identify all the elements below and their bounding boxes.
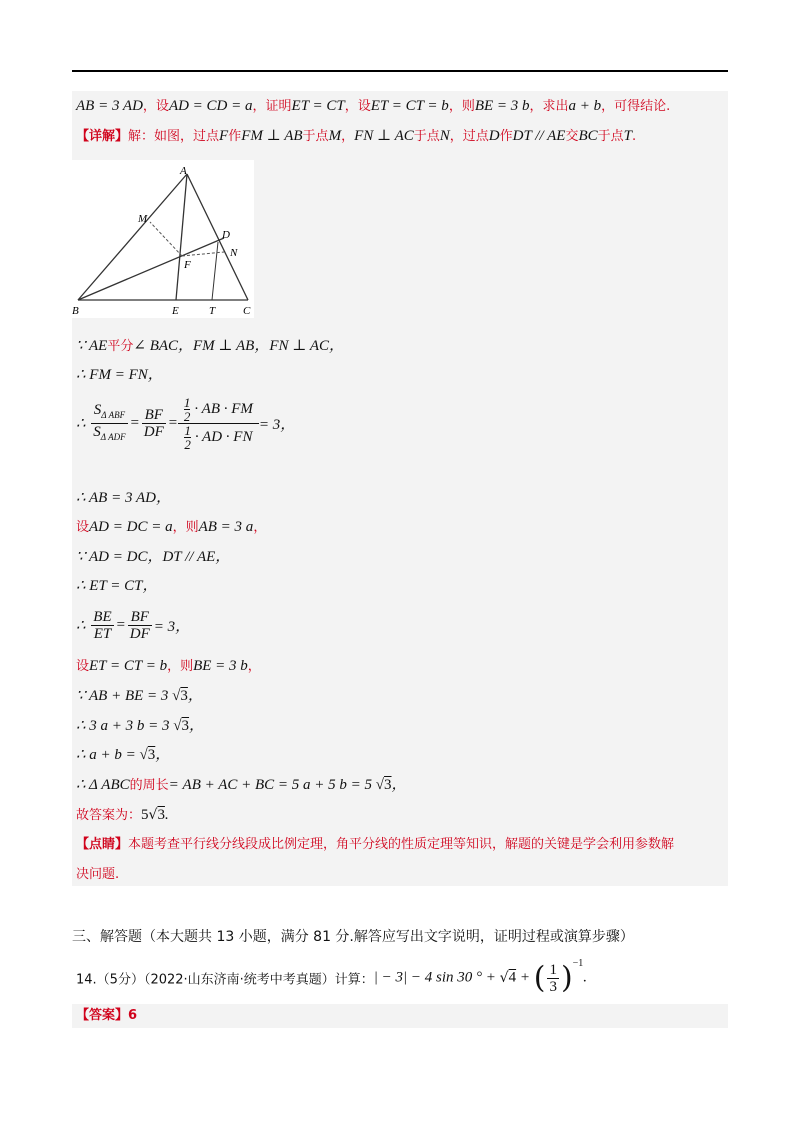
question-14: 14.（5分）（2022·山东济南·统考中考真题）计算：| − 3| − 4 sin 30 ° + √4 + ( $\frac{1}{3}$ )$^{-1}$. xyxy=(76,958,588,996)
math: 3 xyxy=(549,978,557,995)
math: = AB + AC + BC = 5 a + 5 b = 5 xyxy=(168,777,376,793)
text: . xyxy=(632,129,637,144)
text: ， xyxy=(247,659,261,674)
text: 故答案为： xyxy=(76,808,142,823)
text: ，则 xyxy=(172,520,199,535)
text: ，设 xyxy=(142,99,169,114)
math: 2 xyxy=(183,409,191,424)
bf-df-ratio xyxy=(142,407,166,440)
label-d: D xyxy=(222,229,230,241)
math: AB = 3 a xyxy=(198,519,254,535)
step-10: ∵ AB + BE = 3 √3， xyxy=(76,688,203,704)
text: ，求出 xyxy=(529,99,569,114)
math: N xyxy=(439,128,450,144)
step-3: ∴ $\frac{S_{\Delta ABF}}{S_{\Delta ADF}}$ = $\frac{BF}{DF}$ = $\frac{1}{2}$ · AB · FM $\frac{1}{2}$ · AD · FN = 3， xyxy=(76,395,296,452)
text: 的周长 xyxy=(129,778,169,793)
text: ，证明 xyxy=(252,99,292,114)
step-8: ∴ $\frac{BE}{ET}$ = $\frac{BF}{DF}$ = 3， xyxy=(76,609,191,642)
math: DF xyxy=(129,626,150,642)
math: | − 3| − 4 sin 30 ° + xyxy=(373,969,500,986)
math: BC xyxy=(578,128,598,144)
be-et-ratio xyxy=(91,609,113,642)
math: BE xyxy=(93,609,112,625)
step-13: ∴ Δ ABC的周长= AB + AC + BC = 5 a + 5 b = 5 √3， xyxy=(76,777,407,793)
answer-tag: 【答案】 xyxy=(76,1008,129,1023)
math: AD = DC = a xyxy=(89,519,173,535)
answer-line xyxy=(76,1007,137,1025)
math: 5 xyxy=(141,807,149,823)
label-a: A xyxy=(180,165,187,177)
text: 平分 xyxy=(107,339,134,354)
math: 3 xyxy=(181,718,190,734)
math: FN ⊥ AC xyxy=(354,128,414,144)
text: 本题考查平行线分线段成比例定理，角平分线的性质定理等知识，解题的关键是学会利用参数解 xyxy=(128,837,675,852)
answer-box xyxy=(72,1004,728,1028)
detail-line xyxy=(76,127,636,146)
area-ratio xyxy=(91,402,127,445)
math: ， xyxy=(187,688,203,704)
step-5 xyxy=(76,518,266,537)
math: BE = 3 b xyxy=(193,658,248,674)
text: 于点 xyxy=(413,129,440,144)
math: · AB · FM xyxy=(194,400,253,417)
math: . xyxy=(164,807,169,823)
label-e: E xyxy=(172,305,179,317)
math: ∴ Δ ABC xyxy=(76,777,130,793)
math: Δ ABF xyxy=(101,410,126,420)
math: ∵ AE xyxy=(76,338,108,354)
text: 于点 xyxy=(597,129,624,144)
text: ，过点 xyxy=(449,129,489,144)
comment-line-1 xyxy=(76,836,674,854)
math: 1 xyxy=(184,423,191,438)
math: Δ ADF xyxy=(100,432,126,442)
math: 3 xyxy=(384,777,392,793)
label-f: F xyxy=(184,259,191,271)
text: ，设 xyxy=(344,99,371,114)
math: BE = 3 b xyxy=(474,98,530,114)
step-14: 故答案为：5√3. xyxy=(76,807,169,823)
label-n: N xyxy=(230,247,238,259)
math: 3 xyxy=(147,747,156,763)
text: ，则 xyxy=(167,659,194,674)
math: ∴ AB = 3 AD， xyxy=(76,490,171,506)
step-1 xyxy=(76,337,344,356)
text: 作 xyxy=(228,129,242,144)
hint-line xyxy=(76,97,670,116)
label-m: M xyxy=(138,213,148,225)
math: = 3， xyxy=(258,417,296,433)
math: T xyxy=(623,128,632,144)
header-rule xyxy=(72,70,728,72)
math: AB = 3 AD xyxy=(76,98,143,114)
triangle-figure xyxy=(72,160,254,318)
math: BF xyxy=(142,407,166,424)
step-12: ∴ a + b = √3， xyxy=(76,747,171,763)
label-t: T xyxy=(209,305,216,317)
text: ，则 xyxy=(448,99,475,114)
text: 设 xyxy=(76,520,90,535)
text: ， xyxy=(341,129,355,144)
math: AD = CD = a xyxy=(168,98,253,114)
math: M xyxy=(328,128,342,144)
math: 2 xyxy=(184,437,191,452)
step-4 xyxy=(76,489,171,507)
text: 交 xyxy=(565,129,579,144)
text: 设 xyxy=(76,659,90,674)
math: 1 xyxy=(549,961,557,978)
label-b: B xyxy=(72,305,79,317)
step-2 xyxy=(76,366,163,384)
comment-line-2 xyxy=(76,866,119,884)
step-9 xyxy=(76,657,261,676)
math: 4 xyxy=(508,969,517,986)
section-title: 三、解答题（本大题共 13 小题，满分 81 分.解答应写出文字说明，证明过程或演算步骤） xyxy=(72,929,634,945)
comment-tag: 【点睛】 xyxy=(76,837,129,852)
math: 3 xyxy=(157,807,165,823)
math: ∴ FM = FN， xyxy=(76,367,163,383)
math: S xyxy=(93,424,101,440)
math: ET = CT = b xyxy=(89,658,168,674)
text: 作 xyxy=(499,129,513,144)
math: ET xyxy=(93,626,112,642)
math: ∵ AD = DC，DT // AE， xyxy=(76,549,231,565)
math: −1 xyxy=(572,958,584,969)
area-formula-fraction xyxy=(178,396,259,451)
math: DF xyxy=(143,424,164,440)
math: S xyxy=(93,402,102,418)
math: ∴ ET = CT， xyxy=(76,578,158,594)
math: DT // AE xyxy=(512,128,566,144)
one-third-fraction xyxy=(547,962,559,995)
math: ∴ a + b = xyxy=(76,747,140,763)
text: 解：如图，过点 xyxy=(128,129,220,144)
text: ，可得结论. xyxy=(601,99,671,114)
math: ∠ BAC，FM ⊥ AB，FN ⊥ AC， xyxy=(133,338,345,354)
step-6 xyxy=(76,548,230,566)
text: ， xyxy=(253,520,267,535)
math: 3 xyxy=(180,688,188,704)
math: ， xyxy=(155,747,171,763)
math: ∴ 3 a + 3 b = 3 xyxy=(76,718,174,734)
math: D xyxy=(488,128,500,144)
text: 14.（5分）（2022·山东济南·统考中考真题）计算： xyxy=(76,972,374,988)
therefore-symbol: ∴ xyxy=(76,416,90,432)
answer-value: 6 xyxy=(128,1008,138,1023)
text: 决问题. xyxy=(76,867,120,882)
math: FM ⊥ AB xyxy=(241,128,303,144)
math: ， xyxy=(189,718,205,734)
math: + xyxy=(516,969,534,986)
step-7 xyxy=(76,577,158,595)
text: 于点 xyxy=(302,129,329,144)
math: BF xyxy=(128,609,152,626)
math: . xyxy=(583,969,588,986)
bf-df-ratio-2 xyxy=(128,609,152,642)
math: = 3， xyxy=(153,619,191,635)
step-11: ∴ 3 a + 3 b = 3 √3， xyxy=(76,718,205,734)
detail-tag: 【详解】 xyxy=(76,129,129,144)
math: ET = CT = b xyxy=(370,98,449,114)
math: ∵ AB + BE = 3 xyxy=(76,688,173,704)
math: a + b xyxy=(568,98,602,114)
math: ET = CT xyxy=(291,98,345,114)
math: · AD · FN xyxy=(194,428,253,445)
math: 1 xyxy=(183,395,191,410)
math: ， xyxy=(391,777,407,793)
math: F xyxy=(219,128,229,144)
label-c: C xyxy=(243,305,251,317)
